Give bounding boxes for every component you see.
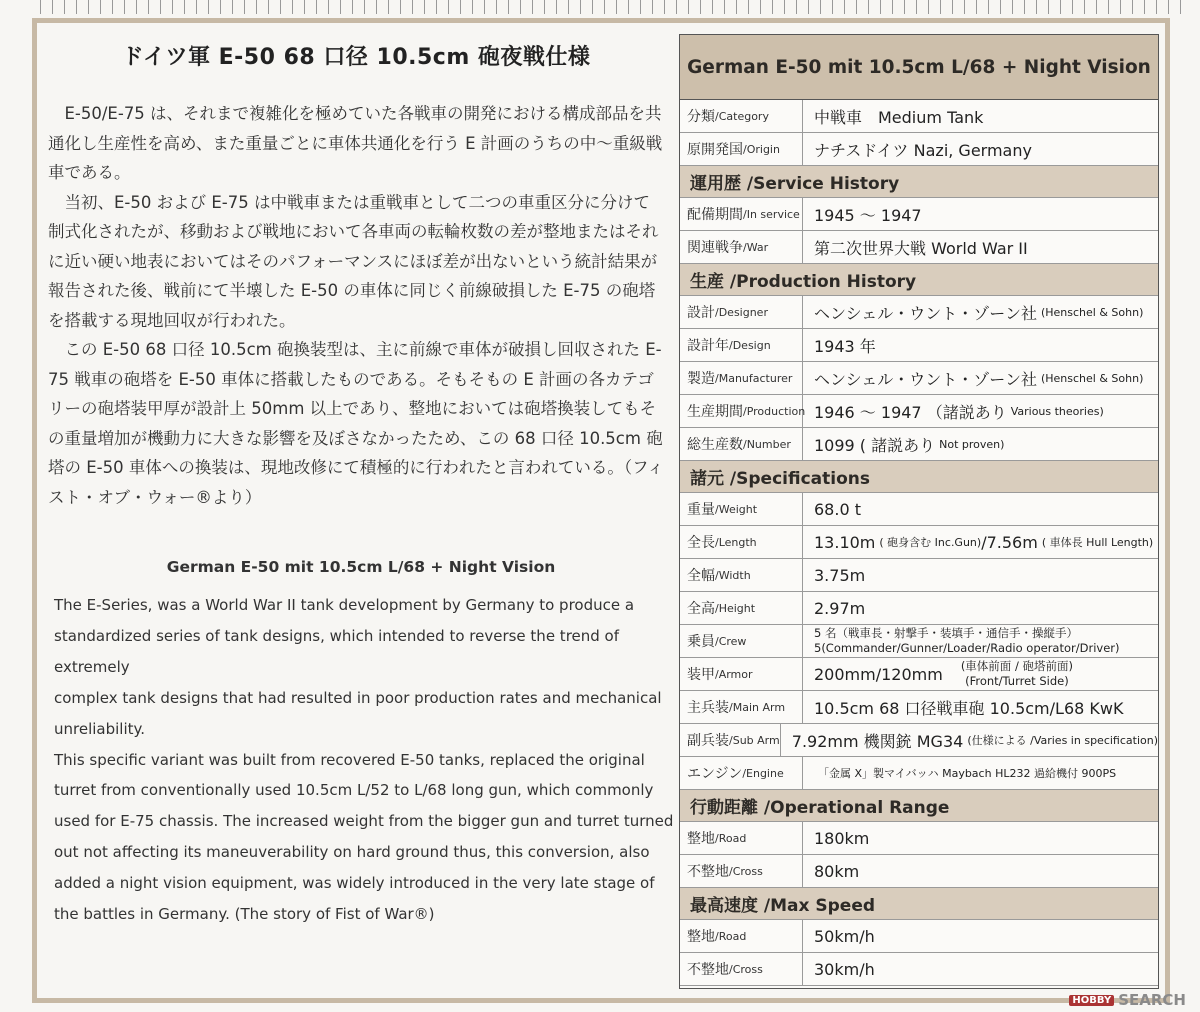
spec-value-main: ナチスドイツ Nazi, Germany — [814, 140, 1032, 160]
jp-paragraph: E-50/E-75 は、それまで複雑化を極めていた各戦車の開発における構成部品を共通化し生産性を高め、また重量ごとに車体共通化を行う E 計画のうちの中～重級戦車である。 — [48, 104, 663, 182]
spec-row — [680, 625, 1158, 658]
spec-value-note: (Henschel & Sohn) — [1040, 371, 1144, 385]
spec-label-en: /Category — [715, 109, 769, 123]
spec-row — [680, 329, 1158, 362]
ruler-tick — [712, 0, 713, 14]
ruler-tick — [496, 0, 497, 14]
spec-value-line: 5(Commander/Gunner/Loader/Radio operator/Driver) — [814, 641, 1120, 655]
spec-label-en: /Cross — [729, 962, 763, 976]
spec-label-jp: 整地 — [687, 831, 715, 847]
spec-value-note: Various theories) — [1010, 404, 1104, 418]
en-line: standardized series of tank designs, which intended to reverse the trend of — [54, 626, 620, 645]
ruler-tick — [460, 0, 461, 14]
ruler-tick — [508, 0, 509, 14]
spec-label — [680, 329, 803, 361]
spec-row — [680, 100, 1158, 133]
spec-label — [680, 133, 803, 165]
spec-value — [803, 133, 1158, 165]
ruler-tick — [292, 0, 293, 14]
ruler-tick — [928, 0, 929, 14]
spec-label-en: /Manufacturer — [715, 371, 793, 385]
spec-value — [803, 296, 1158, 328]
ruler-tick — [268, 0, 269, 14]
spec-value-main: 3.75m — [814, 565, 866, 585]
ruler-tick — [640, 0, 641, 14]
spec-value-main: 30km/h — [814, 959, 875, 979]
spec-row — [680, 198, 1158, 231]
ruler-tick — [700, 0, 701, 14]
ruler-tick — [448, 0, 449, 14]
spec-value-line: 5 名（戦車長・射撃手・装填手・通信手・操縦手） — [814, 626, 1078, 640]
ruler-tick — [1072, 0, 1073, 14]
ruler-tick — [724, 0, 725, 14]
en-line: extremely — [54, 657, 130, 676]
spec-label-jp: 全長 — [687, 535, 715, 551]
spec-value — [803, 592, 1158, 624]
spec-label-en: /Cross — [729, 864, 763, 878]
ruler-tick — [796, 0, 797, 14]
ruler-tick — [532, 0, 533, 14]
en-line: unreliability. — [54, 719, 146, 738]
watermark-text: SEARCH — [1118, 991, 1186, 1009]
spec-value-note: ( 砲身含む Inc.Gun) — [879, 536, 982, 549]
en-body — [48, 590, 674, 930]
spec-label-jp: 配備期間 — [687, 207, 743, 223]
spec-row — [680, 296, 1158, 329]
spec-label-jp: 乗員 — [687, 634, 715, 650]
spec-label-en: /Number — [743, 437, 791, 451]
spec-label-en: /Origin — [743, 142, 780, 156]
ruler-tick — [784, 0, 785, 14]
spec-section-header: 行動距離 /Operational Range — [680, 790, 1158, 822]
spec-row — [680, 855, 1158, 888]
spec-rows — [680, 100, 1158, 986]
spec-value — [803, 920, 1158, 952]
spec-value-main: 13.10m — [814, 532, 876, 552]
ruler-tick — [100, 0, 101, 14]
ruler-tick — [748, 0, 749, 14]
spec-label-en: /Engine — [742, 766, 784, 780]
ruler-tick — [1108, 0, 1109, 14]
spec-label-en: /Sub Arm — [729, 733, 780, 747]
spec-value-note: 「金属 X」製マイバッハ Maybach HL232 過給機付 900PS — [818, 767, 1117, 780]
ruler-tick — [124, 0, 125, 14]
spec-label — [680, 559, 803, 591]
spec-section-header: 諸元 /Specifications — [680, 461, 1158, 493]
ruler-tick — [880, 0, 881, 14]
spec-label-en: /Production — [743, 404, 806, 418]
ruler-tick — [652, 0, 653, 14]
en-line: turret from conventionally used 10.5cm L/52 to L/68 long gun, which commonly — [54, 781, 654, 800]
spec-label — [680, 920, 803, 952]
spec-label-jp: 設計年 — [687, 338, 729, 354]
spec-row — [680, 493, 1158, 526]
spec-label — [680, 658, 803, 690]
ruler-tick — [520, 0, 521, 14]
spec-label — [680, 953, 803, 985]
spec-value-main: 7.92mm 機関銃 MG34 — [791, 731, 964, 751]
spec-value-main: 1946 ～ 1947 （諸説あり — [814, 402, 1007, 422]
ruler-tick — [244, 0, 245, 14]
spec-label-jp: 不整地 — [687, 962, 729, 978]
spec-label-en: /Length — [715, 535, 757, 549]
spec-label-jp: 整地 — [687, 929, 715, 945]
spec-value — [803, 953, 1158, 985]
spec-label — [680, 198, 803, 230]
spec-label — [680, 526, 803, 558]
spec-row — [680, 231, 1158, 264]
spec-value-note: ( 車体長 Hull Length) — [1041, 536, 1154, 549]
ruler-tick — [976, 0, 977, 14]
spec-value-main: 1945 ～ 1947 — [814, 205, 922, 225]
spec-label — [680, 724, 781, 756]
ruler-tick — [820, 0, 821, 14]
spec-label-en: /In service — [743, 207, 800, 221]
ruler-tick — [544, 0, 545, 14]
spec-label-jp: 全高 — [687, 601, 715, 617]
spec-value-line: (車体前面 / 砲塔前面) — [960, 659, 1073, 673]
spec-value — [803, 526, 1158, 558]
jp-body — [48, 99, 664, 512]
spec-value — [803, 625, 1158, 657]
ruler-tick — [628, 0, 629, 14]
spec-label-jp: 全幅 — [687, 568, 715, 584]
spec-label-en: /War — [743, 240, 769, 254]
ruler-tick — [76, 0, 77, 14]
ruler-tick — [1180, 0, 1181, 14]
ruler-tick — [1132, 0, 1133, 14]
spec-value-note: (仕様による /Varies in specification) — [967, 734, 1158, 747]
spec-row — [680, 559, 1158, 592]
ruler-tick — [844, 0, 845, 14]
spec-value — [803, 493, 1158, 525]
ruler-tick — [736, 0, 737, 14]
spec-value — [803, 329, 1158, 361]
spec-label-en: /Armor — [715, 667, 753, 681]
spec-value — [803, 395, 1158, 427]
spec-value-twoline — [814, 626, 1120, 656]
ruler-tick — [40, 0, 41, 14]
ruler-tick — [1060, 0, 1061, 14]
ruler-tick — [556, 0, 557, 14]
spec-label-en: /Width — [715, 568, 751, 582]
ruler-tick — [904, 0, 905, 14]
ruler-tick — [688, 0, 689, 14]
ruler-tick — [1084, 0, 1085, 14]
spec-row — [680, 757, 1158, 790]
spec-row — [680, 658, 1158, 691]
ruler-tick — [400, 0, 401, 14]
spec-label — [680, 822, 803, 854]
ruler-tick — [472, 0, 473, 14]
ruler-tick — [772, 0, 773, 14]
spec-label-jp: 設計 — [687, 305, 715, 321]
en-line: This specific variant was built from recovered E-50 tanks, replaced the original — [54, 750, 645, 769]
spec-label-en: /Design — [729, 338, 771, 352]
ruler-tick — [856, 0, 857, 14]
spec-section-header: 運用歴 /Service History — [680, 166, 1158, 198]
spec-value — [803, 231, 1158, 263]
spec-label-en: /Height — [715, 601, 756, 615]
spec-label — [680, 362, 803, 394]
spec-row — [680, 953, 1158, 986]
spec-label-jp: 関連戦争 — [687, 240, 743, 256]
spec-label — [680, 231, 803, 263]
spec-label — [680, 855, 803, 887]
ruler-tick — [760, 0, 761, 14]
spec-label — [680, 592, 803, 624]
ruler-tick — [388, 0, 389, 14]
spec-value — [803, 559, 1158, 591]
spec-value — [803, 691, 1158, 723]
en-title: German E-50 mit 10.5cm L/68 + Night Vision — [166, 558, 556, 576]
spec-row — [680, 724, 1158, 757]
ruler-tick — [208, 0, 209, 14]
spec-value-note: Not proven) — [939, 437, 1005, 451]
spec-value — [803, 757, 1158, 789]
spec-row — [680, 428, 1158, 461]
ruler-tick — [112, 0, 113, 14]
ruler-tick — [364, 0, 365, 14]
spec-section-header: 最高速度 /Max Speed — [680, 888, 1158, 920]
ruler-tick — [328, 0, 329, 14]
ruler-tick — [616, 0, 617, 14]
spec-label-jp: 製造 — [687, 371, 715, 387]
ruler-tick — [1120, 0, 1121, 14]
spec-value — [803, 822, 1158, 854]
ruler-tick — [1012, 0, 1013, 14]
spec-value-line: (Front/Turret Side) — [965, 674, 1069, 688]
en-line: out not affecting its maneuverability on hard ground thus, this conversion, also — [54, 843, 650, 862]
ruler-tick — [1168, 0, 1169, 14]
ruler-tick — [316, 0, 317, 14]
spec-value — [803, 100, 1158, 132]
ruler-tick — [1000, 0, 1001, 14]
spec-row — [680, 133, 1158, 166]
spec-label — [680, 625, 803, 657]
spec-row — [680, 822, 1158, 855]
ruler-tick — [88, 0, 89, 14]
ruler-tick — [604, 0, 605, 14]
spec-value — [803, 198, 1158, 230]
spec-label-en: /Road — [715, 831, 747, 845]
spec-value-main: 第二次世界大戦 World War II — [814, 238, 1028, 258]
ruler-tick — [580, 0, 581, 14]
ruler-tick — [988, 0, 989, 14]
spec-value-main: 200mm/120mm — [814, 664, 943, 684]
spec-label-jp: 分類 — [687, 109, 715, 125]
en-line: the battles in Germany. (The story of Fist of War®) — [54, 905, 435, 924]
spec-label — [680, 757, 803, 789]
spec-row — [680, 691, 1158, 724]
ruler-tick — [136, 0, 137, 14]
spec-value-main: ヘンシェル・ウント・ゾーン社 — [814, 303, 1037, 323]
ruler-tick — [1036, 0, 1037, 14]
spec-label-en: /Main Arm — [729, 700, 786, 714]
spec-title: German E-50 mit 10.5cm L/68 + Night Vision — [680, 35, 1158, 100]
spec-value-main: 1099 ( 諸説あり — [814, 435, 936, 455]
ruler-tick — [232, 0, 233, 14]
ruler-tick — [664, 0, 665, 14]
spec-label — [680, 100, 803, 132]
ruler-tick — [1024, 0, 1025, 14]
ruler-tick — [148, 0, 149, 14]
ruler-tick — [424, 0, 425, 14]
spec-label-en: /Weight — [715, 502, 758, 516]
spec-label-en: /Designer — [715, 305, 768, 319]
ruler-tick — [160, 0, 161, 14]
spec-value — [781, 724, 1158, 756]
spec-value-main: 180km — [814, 828, 870, 848]
spec-label — [680, 428, 803, 460]
spec-label-en: /Road — [715, 929, 747, 943]
en-line: used for E-75 chassis. The increased weight from the bigger gun and turret turned — [54, 812, 674, 831]
ruler-tick — [1096, 0, 1097, 14]
ruler-tick — [952, 0, 953, 14]
spec-value — [803, 362, 1158, 394]
en-line: added a night vision equipment, was widely introduced in the very late stage of — [54, 874, 655, 893]
ruler-tick — [436, 0, 437, 14]
en-line: complex tank designs that had resulted in poor production rates and mechanical — [54, 688, 662, 707]
spec-label-en: /Crew — [715, 634, 747, 648]
ruler-tick — [568, 0, 569, 14]
spec-label-jp: エンジン — [687, 766, 743, 782]
spec-value — [803, 855, 1158, 887]
spec-label-jp: 総生産数 — [687, 437, 743, 453]
ruler-tick — [196, 0, 197, 14]
ruler-tick — [808, 0, 809, 14]
description-column — [48, 40, 674, 930]
ruler-tick — [280, 0, 281, 14]
spec-row — [680, 395, 1158, 428]
spec-row — [680, 592, 1158, 625]
ruler-tick — [352, 0, 353, 14]
spec-table — [679, 34, 1159, 989]
spec-label-jp: 重量 — [687, 502, 715, 518]
spec-row — [680, 362, 1158, 395]
spec-label-jp: 生産期間 — [687, 404, 743, 420]
spec-label-jp: 主兵装 — [687, 700, 729, 716]
spec-label-jp: 装甲 — [687, 667, 715, 683]
ruler-tick — [304, 0, 305, 14]
spec-value-main: 68.0 t — [814, 499, 861, 519]
ruler-tick — [340, 0, 341, 14]
ruler-tick — [220, 0, 221, 14]
spec-label — [680, 296, 803, 328]
ruler-tick — [916, 0, 917, 14]
ruler-tick — [964, 0, 965, 14]
spec-value-main: ヘンシェル・ウント・ゾーン社 — [814, 369, 1037, 389]
jp-title: ドイツ軍 E-50 68 口径 10.5cm 砲夜戦仕様 — [121, 45, 591, 70]
watermark-logo: HOBBY — [1069, 995, 1114, 1006]
spec-value-twoline — [961, 659, 1073, 689]
ruler-tick — [376, 0, 377, 14]
spec-label-jp: 副兵装 — [687, 733, 729, 749]
spec-label-jp: 不整地 — [687, 864, 729, 880]
spec-section-header: 生産 /Production History — [680, 264, 1158, 296]
jp-paragraph: この E-50 68 口径 10.5cm 砲換装型は、主に前線で車体が破損し回収された E-75 戦車の砲塔を E-50 車体に搭載したものである。そもそもの E 計画の各カテゴリーの砲塔装甲厚が設計上 50mm 以上であり、整地においては砲塔換装してもその重量増加が機動力に大きな影響を及ぼさなかったため、この 68 口径 10.5cm 砲塔の E-50 車体への換装は、現地改修にて積極的に行われたと言われている。（フィスト・オブ・ウォー®より） — [48, 340, 664, 507]
spec-row — [680, 526, 1158, 559]
ruler-tick — [1144, 0, 1145, 14]
ruler-tick — [184, 0, 185, 14]
ruler-tick — [892, 0, 893, 14]
spec-row — [680, 920, 1158, 953]
ruler-tick — [256, 0, 257, 14]
ruler-tick — [592, 0, 593, 14]
spec-value-main: /7.56m — [981, 532, 1038, 552]
ruler-tick — [172, 0, 173, 14]
ruler-tick — [52, 0, 53, 14]
spec-value-main: 10.5cm 68 口径戦車砲 10.5cm/L68 KwK — [814, 698, 1124, 718]
spec-value-main: 80km — [814, 861, 860, 881]
ruler-tick — [676, 0, 677, 14]
ruler-tick — [64, 0, 65, 14]
spec-value-main: 50km/h — [814, 926, 875, 946]
spec-value-note: (Henschel & Sohn) — [1040, 305, 1144, 319]
spec-value — [803, 428, 1158, 460]
spec-value-main: 1943 年 — [814, 336, 876, 356]
spec-label — [680, 691, 803, 723]
ruler-tick — [412, 0, 413, 14]
spec-label-jp: 原開発国 — [687, 142, 743, 158]
ruler-tick — [484, 0, 485, 14]
spec-label — [680, 395, 806, 427]
ruler-tick — [832, 0, 833, 14]
spec-value-main: 中戦車 Medium Tank — [814, 107, 984, 127]
en-line: The E-Series, was a World War II tank development by Germany to produce a — [54, 596, 635, 614]
ruler-tick — [868, 0, 869, 14]
spec-label — [680, 493, 803, 525]
jp-paragraph: 当初、E-50 および E-75 は中戦車または重戦車として二つの車重区分に分けて制式化されたが、移動および戦地において各車両の転輪枚数の差が整地またはそれに近い硬い地表においてはそのパフォーマンスにほぼ差が出ないという統計結果が報告された後、戦前にて半壊した E-50 の車体に同じく前線破損した E-75 の砲塔を搭載する現地回収が行われた。 — [48, 192, 659, 330]
spec-value — [803, 658, 1158, 690]
ruler-tick — [940, 0, 941, 14]
ruler-tick — [1048, 0, 1049, 14]
watermark — [1069, 991, 1186, 1009]
spec-value-main: 2.97m — [814, 598, 866, 618]
ruler-tick — [1156, 0, 1157, 14]
